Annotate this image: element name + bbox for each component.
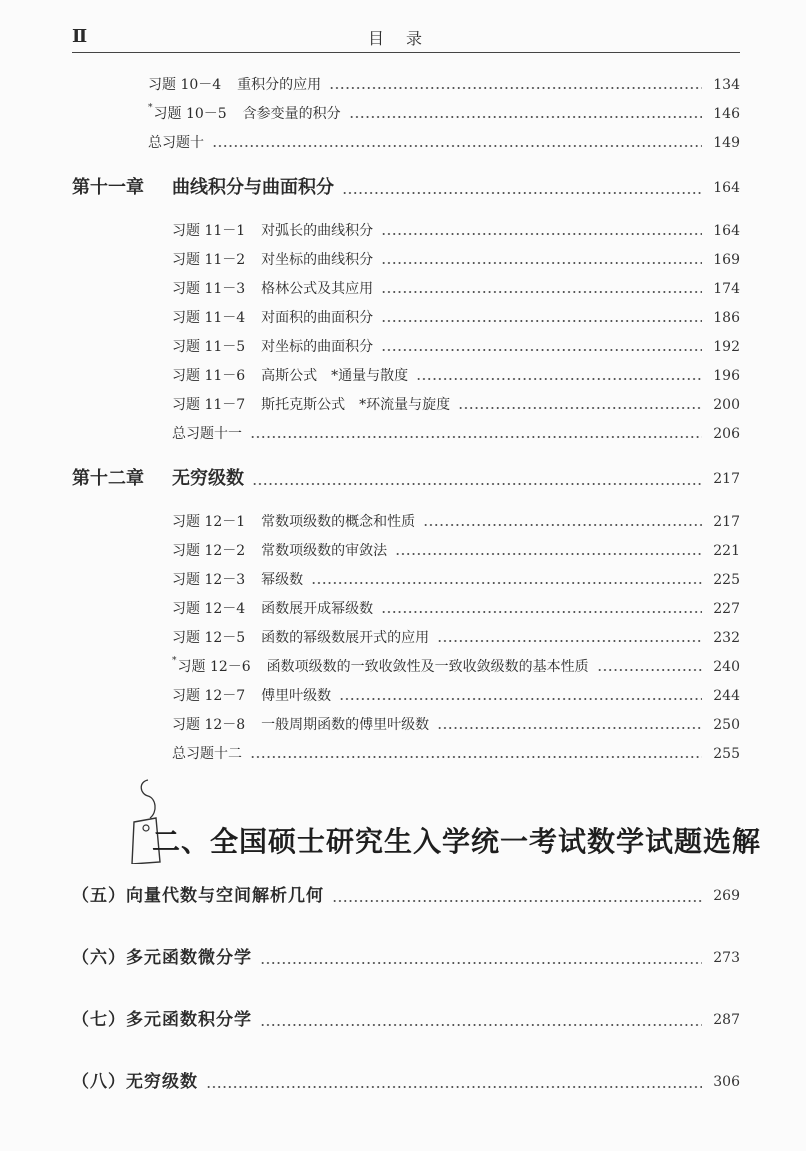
dot-leader: [206, 1085, 702, 1089]
entry-label: [148, 103, 341, 125]
dot-leader: [212, 144, 702, 148]
exercise-entry[interactable]: [172, 569, 740, 591]
page-number-ref: 240: [713, 659, 740, 675]
page-number-ref: 164: [713, 223, 740, 239]
dot-leader: [381, 232, 702, 236]
optional-star: *: [172, 656, 177, 666]
header-rule: [72, 52, 740, 53]
page-number-ref: 164: [713, 180, 740, 196]
entry-title: 格林公式及其应用: [261, 281, 374, 297]
page-number-ref: 149: [713, 135, 740, 151]
entry-title: 高斯公式 *通量与散度: [261, 368, 409, 384]
entry-label: [172, 743, 242, 765]
entry-label: [172, 656, 589, 678]
page-number-ref: 225: [713, 572, 740, 588]
page-number-ref: 244: [713, 688, 740, 704]
entry-label: [172, 278, 373, 300]
dot-leader: [329, 86, 702, 90]
entry-label: [172, 598, 373, 620]
section-label: （八）无穷级数: [72, 1072, 198, 1092]
entry-number: 习题 11－4: [172, 310, 246, 326]
exercise-entry[interactable]: [172, 685, 740, 707]
dot-leader: [381, 610, 702, 614]
exercise-entry[interactable]: [148, 132, 740, 154]
exercise-entry[interactable]: [172, 627, 740, 649]
dot-leader: [349, 115, 702, 119]
exercise-entry[interactable]: [172, 714, 740, 736]
entry-number: 第十一章: [72, 177, 144, 198]
dot-leader: [252, 482, 702, 486]
dot-leader: [311, 581, 702, 585]
dot-leader: [437, 639, 702, 643]
entry-title: 函数项级数的一致收敛性及一致收敛级数的基本性质: [266, 659, 589, 675]
entry-number: 习题 12－3: [172, 572, 246, 588]
entry-label: [172, 569, 303, 591]
page-number-ref: 255: [713, 746, 740, 762]
exercise-entry[interactable]: [172, 511, 740, 533]
entry-number: 习题 11－7: [172, 397, 246, 413]
entry-title: 函数展开成幂级数: [261, 601, 374, 617]
page-number-ref: 134: [713, 77, 740, 93]
dot-leader: [395, 552, 702, 556]
dot-leader: [250, 755, 702, 759]
exercise-entry[interactable]: [172, 365, 740, 387]
entry-title: 重积分的应用: [237, 77, 322, 93]
dot-leader: [381, 261, 702, 265]
entry-title: 幂级数: [261, 572, 304, 588]
part-title: 二、全国硕士研究生入学统一考试数学试题选解: [152, 825, 762, 858]
entry-label: [172, 336, 373, 358]
entry-number: 习题 12－6: [177, 659, 251, 675]
part-heading: [0, 818, 806, 862]
exam-section-entry[interactable]: [72, 1069, 740, 1095]
entry-title: 无穷级数: [172, 468, 244, 489]
entry-label: [172, 627, 429, 649]
dot-leader: [260, 1023, 702, 1027]
entry-number: 习题 12－8: [172, 717, 246, 733]
entry-label: [72, 466, 244, 492]
section-label: （六）多元函数微分学: [72, 948, 252, 968]
entry-label: [172, 394, 450, 416]
exercise-entry[interactable]: [172, 656, 740, 678]
page-number-ref: 206: [713, 426, 740, 442]
dot-leader: [381, 319, 702, 323]
entry-label: [172, 365, 408, 387]
dot-leader: [416, 377, 702, 381]
entry-number: 习题 12－7: [172, 688, 246, 704]
entry-number: 总习题十: [148, 135, 204, 151]
page-number-ref: 217: [713, 471, 740, 487]
entry-title: 常数项级数的概念和性质: [261, 514, 416, 530]
dot-leader: [250, 435, 702, 439]
entry-label: [172, 307, 373, 329]
entry-label: [72, 175, 334, 201]
entry-label: [172, 220, 373, 242]
page-number-ref: 217: [713, 514, 740, 530]
entry-number: 习题 11－3: [172, 281, 246, 297]
page-number-ref: 306: [713, 1074, 740, 1090]
page-number-ref: 221: [713, 543, 740, 559]
page-number-ref: 174: [713, 281, 740, 297]
exercise-entry[interactable]: [172, 423, 740, 445]
entry-title: 对坐标的曲线积分: [261, 252, 374, 268]
page-number-ref: 250: [713, 717, 740, 733]
dot-leader: [342, 191, 702, 195]
entry-title: 斯托克斯公式 *环流量与旋度: [261, 397, 451, 413]
entry-title: 一般周期函数的傅里叶级数: [261, 717, 430, 733]
entry-number: 习题 10－5: [153, 106, 227, 122]
entry-label: [148, 74, 321, 96]
entry-number: 习题 12－4: [172, 601, 246, 617]
entry-number: 习题 12－2: [172, 543, 246, 559]
exam-section-entry[interactable]: [72, 883, 740, 909]
page-header: [72, 24, 740, 52]
section-label: （七）多元函数积分学: [72, 1010, 252, 1030]
page-number-ref: 192: [713, 339, 740, 355]
exercise-entry[interactable]: [172, 540, 740, 562]
exercise-entry[interactable]: [172, 743, 740, 765]
entry-label: [172, 714, 429, 736]
dot-leader: [597, 668, 702, 672]
dot-leader: [381, 348, 702, 352]
entry-label: [172, 249, 373, 271]
entry-number: 习题 12－1: [172, 514, 246, 530]
entry-number: 习题 11－1: [172, 223, 246, 239]
entry-label: [148, 132, 204, 154]
dot-leader: [423, 523, 702, 527]
page-number-ref: 186: [713, 310, 740, 326]
entry-number: 习题 10－4: [148, 77, 222, 93]
entry-number: 习题 12－5: [172, 630, 246, 646]
page-number-ref: 232: [713, 630, 740, 646]
exercise-entry[interactable]: [172, 249, 740, 271]
entry-number: 习题 11－2: [172, 252, 246, 268]
dot-leader: [260, 961, 702, 965]
entry-number: 习题 11－6: [172, 368, 246, 384]
entry-title: 对面积的曲面积分: [261, 310, 374, 326]
dot-leader: [437, 726, 702, 730]
chapter-entry[interactable]: [72, 466, 740, 492]
entry-number: 第十二章: [72, 468, 144, 489]
entry-title: 常数项级数的审敛法: [261, 543, 388, 559]
entry-title: 含参变量的积分: [242, 106, 341, 122]
page-number-ref: 273: [713, 950, 740, 966]
page-number-ref: 169: [713, 252, 740, 268]
entry-number: 总习题十二: [172, 746, 242, 762]
entry-title: 傅里叶级数: [261, 688, 332, 704]
entry-label: [172, 685, 331, 707]
entry-title: 对坐标的曲面积分: [261, 339, 374, 355]
exercise-entry[interactable]: [172, 598, 740, 620]
chapter-entry[interactable]: [72, 175, 740, 201]
entry-label: [172, 423, 242, 445]
dot-leader: [339, 697, 702, 701]
exercise-entry[interactable]: [172, 394, 740, 416]
page-number-ref: 227: [713, 601, 740, 617]
exercise-entry[interactable]: [172, 307, 740, 329]
entry-number: 习题 11－5: [172, 339, 246, 355]
exercise-entry[interactable]: [148, 103, 740, 125]
dot-leader: [332, 899, 702, 903]
entry-title: 对弧长的曲线积分: [261, 223, 374, 239]
entry-number: 总习题十一: [172, 426, 242, 442]
page-number-ref: 200: [713, 397, 740, 413]
exam-section-entry[interactable]: [72, 1007, 740, 1033]
entry-label: [172, 511, 415, 533]
entry-title: 曲线积分与曲面积分: [172, 177, 334, 198]
exercise-entry[interactable]: [148, 74, 740, 96]
dot-leader: [381, 290, 702, 294]
page-number-ref: 269: [713, 888, 740, 904]
dot-leader: [458, 406, 702, 410]
optional-star: *: [148, 103, 153, 113]
page-number: Ⅱ: [72, 26, 89, 47]
exercise-entry[interactable]: [172, 220, 740, 242]
page-number-ref: 196: [713, 368, 740, 384]
section-label: （五）向量代数与空间解析几何: [72, 886, 324, 906]
entry-label: [172, 540, 387, 562]
page-number-ref: 287: [713, 1012, 740, 1028]
exercise-entry[interactable]: [172, 336, 740, 358]
header-title: 目录: [367, 29, 444, 48]
page-number-ref: 146: [713, 106, 740, 122]
exercise-entry[interactable]: [172, 278, 740, 300]
exam-section-entry[interactable]: [72, 945, 740, 971]
entry-title: 函数的幂级数展开式的应用: [261, 630, 430, 646]
